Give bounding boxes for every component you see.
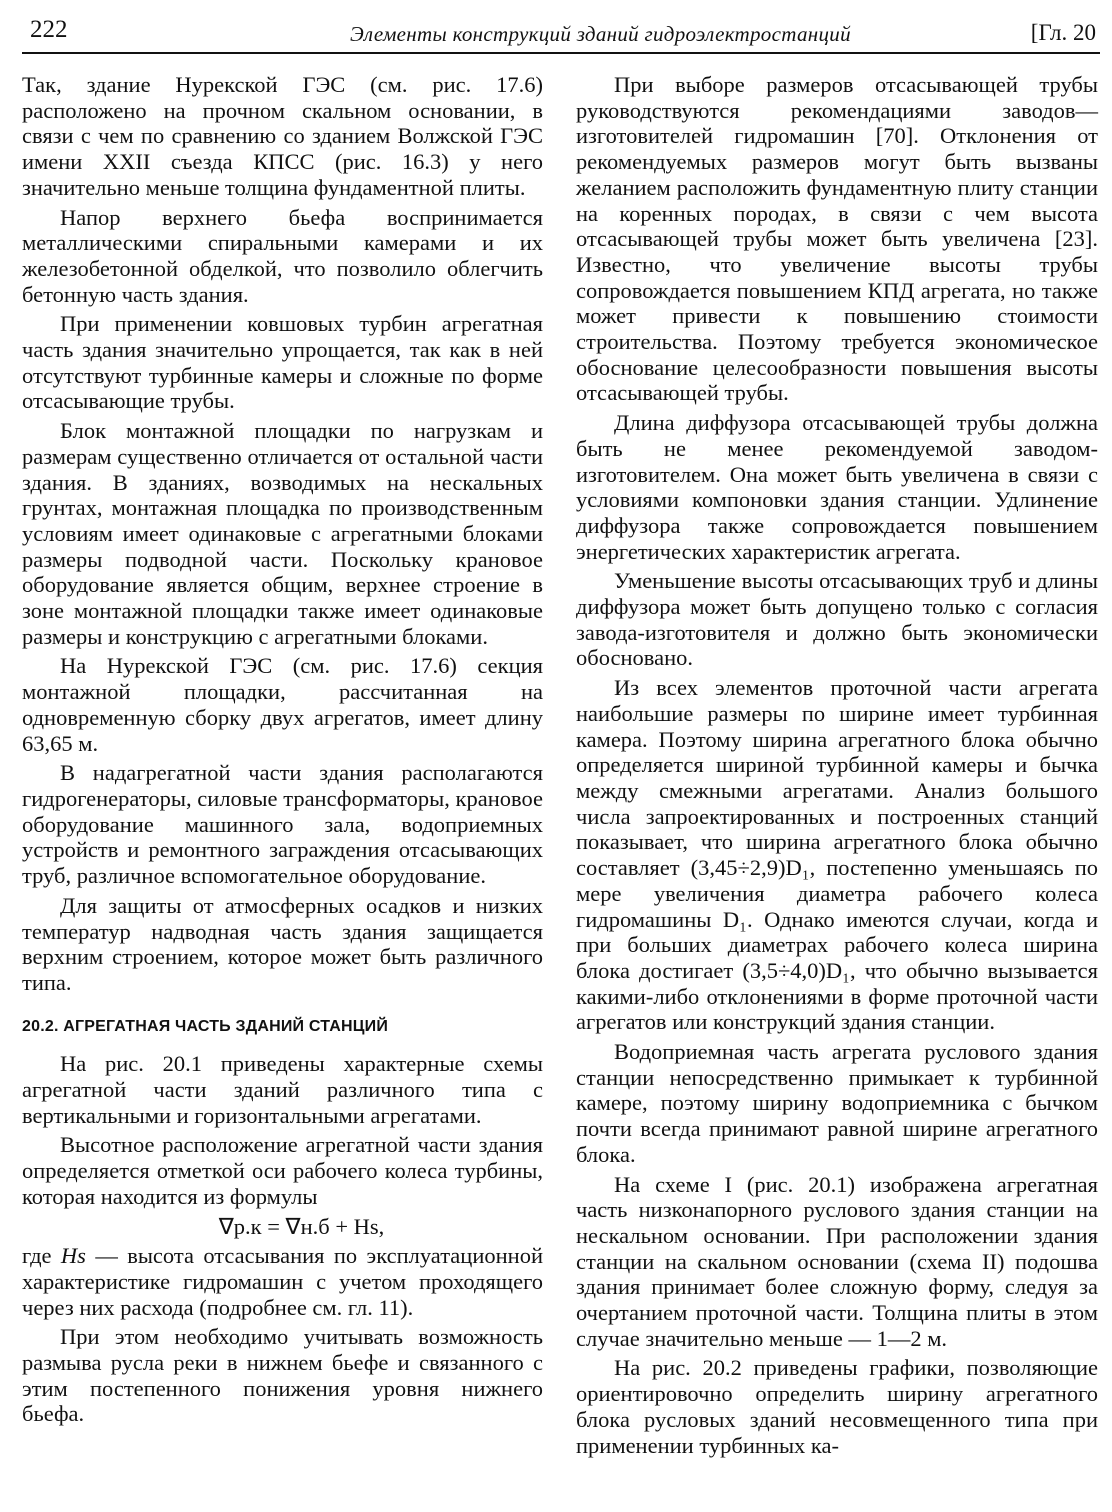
paragraph: На рис. 20.1 приведены характерные схемы агрегатной части зданий различного типа с вертикальными и горизонтальными агрегатами.	[22, 1051, 543, 1128]
page-number: 222	[30, 16, 68, 43]
paragraph: При этом необходимо учитывать возможность размыва русла реки в нижнем бьефе и связанного с этим постепенного понижения уровня нижнего бьефа.	[22, 1324, 543, 1427]
paragraph: Высотное расположение агрегатной части здания определяется отметкой оси рабочего колеса турбины, которая находится из формулы	[22, 1132, 543, 1209]
left-column	[22, 72, 543, 1431]
running-title: Элементы конструкций зданий гидроэлектростанций	[350, 22, 851, 46]
paragraph: Блок монтажной площадки по нагрузкам и размерам существенно отличается от остальной части здания. В зданиях, возводимых на нескальных грунтах, монтажная площадка по производственным условиям имеет одинаковые с агрегатными блоками размеры подводной части. Поскольку крановое оборудование является общим, верхнее строение в зоне монтажной площадки также имеет одинаковые размеры и конструкцию с агрегатными блоками.	[22, 418, 543, 649]
formula: ∇р.к = ∇н.б + Hs,	[218, 1213, 385, 1239]
section-heading: 20.2. АГРЕГАТНАЯ ЧАСТЬ ЗДАНИЙ СТАНЦИЙ	[22, 1017, 389, 1035]
paragraph: Уменьшение высоты отсасывающих труб и длины диффузора может быть допущено только с согласия завода-изготовителя и должно быть экономически обосновано.	[576, 568, 1098, 671]
paragraph	[22, 1243, 543, 1320]
paragraph: На Нурекской ГЭС (см. рис. 17.6) секция монтажной площадки, рассчитанная на одновременную сборку двух агрегатов, имеет длину 63,65 м.	[22, 653, 543, 756]
paragraph: На схеме I (рис. 20.1) изображена агрегатная часть низконапорного руслового здания станции на нескальном основании. При расположении здания станции на скальном основании (схема II) подошва здания принимает более сложную форму, следуя за очертанием проточной части. Толщина плиты в этом случае значительно меньше — 1—2 м.	[576, 1171, 1098, 1351]
paragraph-prefix: где	[22, 1243, 61, 1269]
paragraph: Напор верхнего бьефа воспринимается металлическими спиральными камерами и их железобетонной обделкой, что позволило облегчить бетонную часть здания.	[22, 204, 543, 307]
right-column	[576, 72, 1098, 1462]
paragraph: Так, здание Нурекской ГЭС (см. рис. 17.6) расположено на прочном скальном основании, в связи с чем по сравнению со зданием Волжской ГЭС имени XXII съезда КПСС (рис. 16.3) у него значительно меньше толщина фундаментной плиты.	[22, 72, 543, 200]
variable: Hs	[60, 1243, 86, 1269]
paragraph: Из всех элементов проточной части агрегата наибольшие размеры по ширине имеет турбинная камера. Поэтому ширина агрегатного блока обычно определяется шириной турбинной камеры и бычка между смежными агрегатами. Анализ большого числа запроектированных и построенных станций показывает, что ширина агрегатного блока обычно составляет (3,45÷2,9)D₁, постепенно уменьшаясь по мере увеличения диаметра рабочего колеса гидромашины D₁. Однако имеются случаи, когда и при больших диаметрах рабочего колеса ширина блока достигает (3,5÷4,0)D₁, что обычно вызывается какими-либо отклонениями в форме проточной части агрегатов или конструкций здания станции.	[576, 675, 1098, 1035]
paragraph-text: — высота отсасывания по эксплуатационной характеристике гидромашин с учетом проходящего через них расхода (подробнее см. гл. 11).	[22, 1243, 543, 1320]
paragraph: В надагрегатной части здания располагаются гидрогенераторы, силовые трансформаторы, крановое оборудование машинного зала, водоприемных устройств и ремонтного заграждения отсасывающих труб, различное вспомогательное оборудование.	[22, 760, 543, 889]
chapter-label: [Гл. 20	[1030, 20, 1096, 45]
paragraph: На рис. 20.2 приведены графики, позволяющие ориентировочно определить ширину агрегатного блока русловых зданий несовмещенного типа при применении турбинных ка-	[576, 1355, 1098, 1458]
paragraph: При применении ковшовых турбин агрегатная часть здания значительно упрощается, так как в ней отсутствуют турбинные камеры и сложные по форме отсасывающие трубы.	[22, 311, 543, 414]
paragraph: При выборе размеров отсасывающей трубы руководствуются рекомендациями заводов—изготовителей гидромашин [70]. Отклонения от рекомендуемых размеров могут быть вызваны желанием расположить фундаментную плиту станции на коренных породах, в связи с чем высота отсасывающей трубы может быть увеличена [23]. Известно, что увеличение высоты трубы сопровождается повышением КПД агрегата, но также может привести к повышению стоимости строительства. Поэтому требуется экономическое обоснование целесообразности повышения высоты отсасывающей трубы.	[576, 72, 1098, 406]
paragraph: Для защиты от атмосферных осадков и низких температур надводная часть здания защищается верхним строением, которое может быть различного типа.	[22, 892, 543, 995]
paragraph: Водоприемная часть агрегата руслового здания станции непосредственно примыкает к турбинной камере, поэтому ширину водоприемника с бычком почти всегда принимают равной ширине агрегатного блока.	[576, 1039, 1098, 1167]
page-header	[22, 14, 1100, 54]
paragraph: Длина диффузора отсасывающей трубы должна быть не менее рекомендуемой заводом-изготовителем. Она может быть увеличена в связи с условиями компоновки здания станции. Удлинение диффузора также сопровождается повышением энергетических характеристик агрегата.	[576, 410, 1098, 564]
